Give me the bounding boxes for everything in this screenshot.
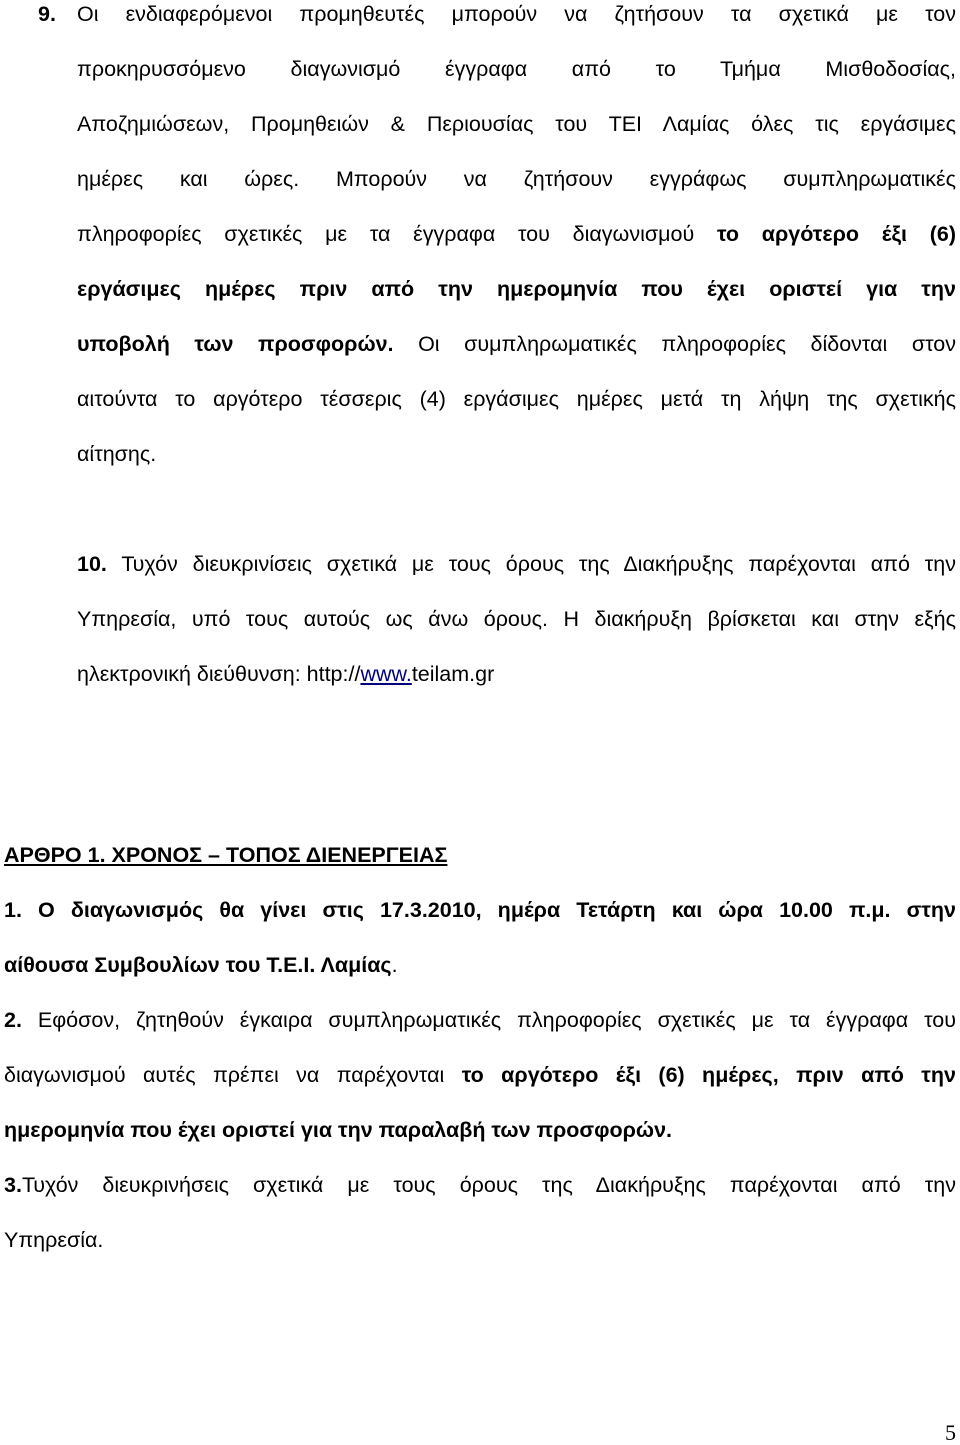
item-9-line-9: αίτησης. [77,442,157,466]
article-p1-line-1: 1. Ο διαγωνισμός θα γίνει στις 17.3.2010, ημέρα Τετάρτη και ώρα 10.00 π.μ. στην [4,898,956,922]
item-9-line-5-text: πληροφορίες σχετικές με τα έγγραφα του διαγωνισμού [77,222,717,246]
article-p2-line-3: ημερομηνία που έχει οριστεί για την παραλαβή των προσφορών. [4,1118,673,1142]
article-p3-number: 3. [4,1173,22,1197]
article-p1-line-2-bold: αίθουσα Συμβουλίων του Τ.Ε.Ι. Λαμίας [4,953,392,977]
page-number: 5 [945,1420,956,1445]
item-9-line-6: εργάσιμες ημέρες πριν από την ημερομηνία που έχει οριστεί για την [77,277,956,301]
item-9-line-1: Οι ενδιαφερόμενοι προμηθευτές μπορούν να ζητήσουν τα σχετικά με τον [77,2,956,26]
item-10-number: 10. [77,552,107,576]
item-9-deadline-bold: το αργότερο έξι (6) [716,222,956,246]
article-p2-line-2-bold: το αργότερο έξι (6) ημέρες, πριν από την [461,1063,956,1087]
article-p3-line-2: Υπηρεσία. [4,1228,104,1252]
article-p1-line-2 [4,951,956,979]
item-9-number: 9. [38,2,56,26]
article-p2-line-1-text: Εφόσον, ζητηθούν έγκαιρα συμπληρωματικές πληροφορίες σχετικές με τα έγγραφα του [21,1008,956,1032]
www-link[interactable]: www. [360,662,412,686]
item-9-line-5 [77,220,956,248]
article-p3-line-1-text: Τυχόν διευκρινήσεις σχετικά με τους όρους της Διακήρυξης παρέχονται από την [21,1173,956,1197]
article-heading: ΑΡΘΡΟ 1. ΧΡΟΝΟΣ – ΤΟΠΟΣ ΔΙΕΝΕΡΓΕΙΑΣ [4,843,448,867]
item-9-line-8: αιτούντα το αργότερο τέσσερις (4) εργάσιμες ημέρες μετά τη λήψη της σχετικής [77,387,956,411]
article-p2-line-2 [4,1061,956,1089]
item-9-line-7-bold: υποβολή των προσφορών. [77,332,394,356]
item-9-line-4: ημέρες και ώρες. Μπορούν να ζητήσουν εγγράφως συμπληρωματικές [77,167,956,191]
item-10-line-1-text: Τυχόν διευκρινίσεις σχετικά με τους όρους της Διακήρυξης παρέχονται από την [106,552,956,576]
article-p3-line-1 [4,1171,956,1199]
item-9-line-3: Αποζημιώσεων, Προμηθειών & Περιουσίας του ΤΕΙ Λαμίας όλες τις εργάσιμες [77,112,956,136]
item-10-line-1 [77,550,956,578]
item-10-line-2: Υπηρεσία, υπό τους αυτούς ως άνω όρους. Η διακήρυξη βρίσκεται και στην εξής [77,607,956,631]
article-p2-line-2-text: διαγωνισμού αυτές πρέπει να παρέχονται [4,1063,462,1087]
item-10-domain: teilam.gr [411,662,495,686]
item-9-line-2: προκηρυσσόμενο διαγωνισμό έγγραφα από το Τμήμα Μισθοδοσίας, [77,57,956,81]
article-p1-line-2-end: . [391,953,398,977]
article-p2-line-1 [4,1006,956,1034]
article-p2-number: 2. [4,1008,22,1032]
item-9-line-7-text: Οι συμπληρωματικές πληροφορίες δίδονται στον [393,332,956,356]
item-10-address-label: ηλεκτρονική διεύθυνση: http:// [77,662,361,686]
item-9-line-7 [77,330,956,358]
item-10-line-3 [77,660,956,688]
